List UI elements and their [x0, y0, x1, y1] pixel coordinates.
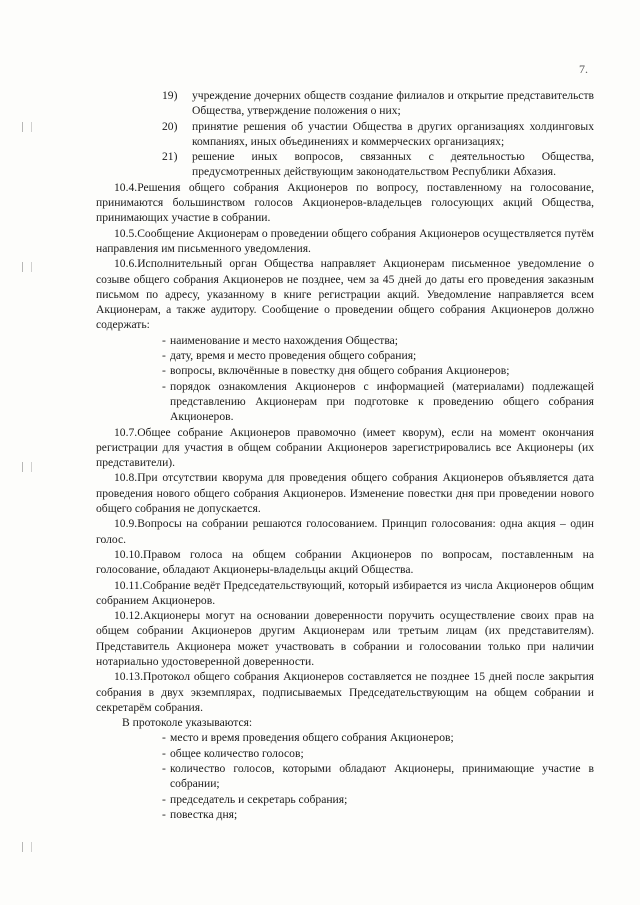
item-text: дату, время и место проведения общего собрания;	[170, 349, 417, 363]
paragraph-10-12: 10.12.Акционеры могут на основании доверенности поручить осуществление своих прав на общем собрании Акционеров другим Акционерам или третьим лицам (их представителям). Представитель Акционера может участвовать в собрании и голосовании только при наличии нотариально удостоверенной доверенности.	[96, 609, 594, 668]
list-item: - место и время проведения общего собрания Акционеров;	[96, 730, 594, 745]
item-text: наименование и место нахождения Общества;	[170, 333, 399, 347]
binding-mark	[22, 462, 32, 472]
list-item: - председатель и секретарь собрания;	[96, 792, 594, 807]
list-item: - повестка дня;	[96, 807, 594, 822]
item-number: 20)	[162, 119, 178, 133]
document-body	[96, 88, 594, 822]
item-number: 21)	[162, 150, 178, 164]
paragraph-10-13: 10.13.Протокол общего собрания Акционеров составляется не позднее 15 дней после закрытия собрания в двух экземплярах, подписываемых Председательствующим на общем собрании и секретарём собрания.	[96, 670, 594, 714]
item-text: решение иных вопросов, связанных с деятельностью Общества, предусмотренных действующим законодательством Республики Абхазия.	[192, 150, 594, 179]
item-text: место и время проведения общего собрания Акционеров;	[170, 731, 454, 745]
paragraph-10-8: 10.8.При отсутствии кворума для проведения общего собрания Акционеров объявляется дата проведения нового общего собрания Акционеров. Изменение повестки дня при проведении нового общего собрания не допускается.	[96, 471, 594, 516]
list-item: - вопросы, включённые в повестку дня общего собрания Акционеров;	[96, 363, 594, 378]
paragraph-10-6: 10.6.Исполнительный орган Общества направляет Акционерам письменное уведомление о созыве общего собрания Акционеров не позднее, чем за 45 дней до даты его проведения заказным письмом по адресу, указанному в книге регистрации акций. Уведомление направляется всем Акционерам, а также аудитору. Сообщение о проведении общего собрания Акционеров должно содержать:	[96, 257, 594, 332]
item-number: 19)	[162, 89, 178, 102]
list-item	[96, 149, 594, 180]
binding-mark	[22, 842, 32, 852]
paragraph-10-7: 10.7.Общее собрание Акционеров правомочно (имеет кворум), если на момент окончания регистрации для участия в общем собрании Акционеров зарегистрировались все Акционеры (их представители).	[96, 425, 594, 470]
item-text: принятие решения об участии Общества в других организациях холдинговых компаниях, иных объединениях и коммерческих организациях;	[192, 119, 594, 148]
item-text: общее количество голосов;	[170, 746, 304, 760]
paragraph-10-9: 10.9.Вопросы на собрании решаются голосованием. Принцип голосования: одна акция – один голос.	[96, 517, 594, 546]
item-text: учреждение дочерних обществ создание филиалов и открытие представительств Общества, утверждение положения о них;	[192, 89, 594, 118]
item-text: порядок ознакомления Акционеров с информацией (материалами) подлежащей представлению Акционерам при подготовке к проведению общего собрания Акционеров.	[170, 379, 594, 424]
item-text: повестка дня;	[170, 807, 238, 821]
paragraph-10-10: 10.10.Правом голоса на общем собрании Акционеров по вопросам, поставленным на голосование, обладают Акционеры-владельцы акций Общества.	[96, 547, 594, 577]
item-text: количество голосов, которыми обладают Акционеры, принимающие участие в собрании;	[170, 762, 594, 791]
list-item: - наименование и место нахождения Общества;	[96, 333, 594, 348]
list-item: - дату, время и место проведения общего собрания;	[96, 348, 594, 363]
list-item: - общее количество голосов;	[96, 746, 594, 761]
page-number: 7.	[579, 62, 588, 76]
paragraph-10-4: 10.4.Решения общего собрания Акционеров по вопросу, поставленному на голосование, принимаются большинством голосов Акционеров-владельцев голосующих акций Общества, принимающих участие в собрании.	[96, 180, 594, 225]
protocol-lead: В протоколе указываются:	[122, 716, 253, 730]
binding-mark	[22, 122, 32, 132]
list-item	[96, 119, 594, 150]
item-text: вопросы, включённые в повестку дня общего собрания Акционеров;	[170, 364, 510, 378]
list-item: - порядок ознакомления Акционеров с информацией (материалами) подлежащей представлению Акционерам при подготовке к проведению общего собрания Акционеров.	[162, 379, 594, 424]
paragraph-10-11: 10.11.Собрание ведёт Председательствующий, который избирается из числа Акционеров общим собранием Акционеров.	[96, 578, 594, 607]
item-text: председатель и секретарь собрания;	[170, 792, 348, 806]
list-item	[96, 88, 594, 119]
list-item: - количество голосов, которыми обладают Акционеры, принимающие участие в собрании;	[162, 762, 594, 791]
binding-mark	[22, 262, 32, 272]
paragraph-10-5: 10.5.Сообщение Акционерам о проведении общего собрания Акционеров осуществляется путём направления им письменного уведомления.	[96, 226, 594, 255]
